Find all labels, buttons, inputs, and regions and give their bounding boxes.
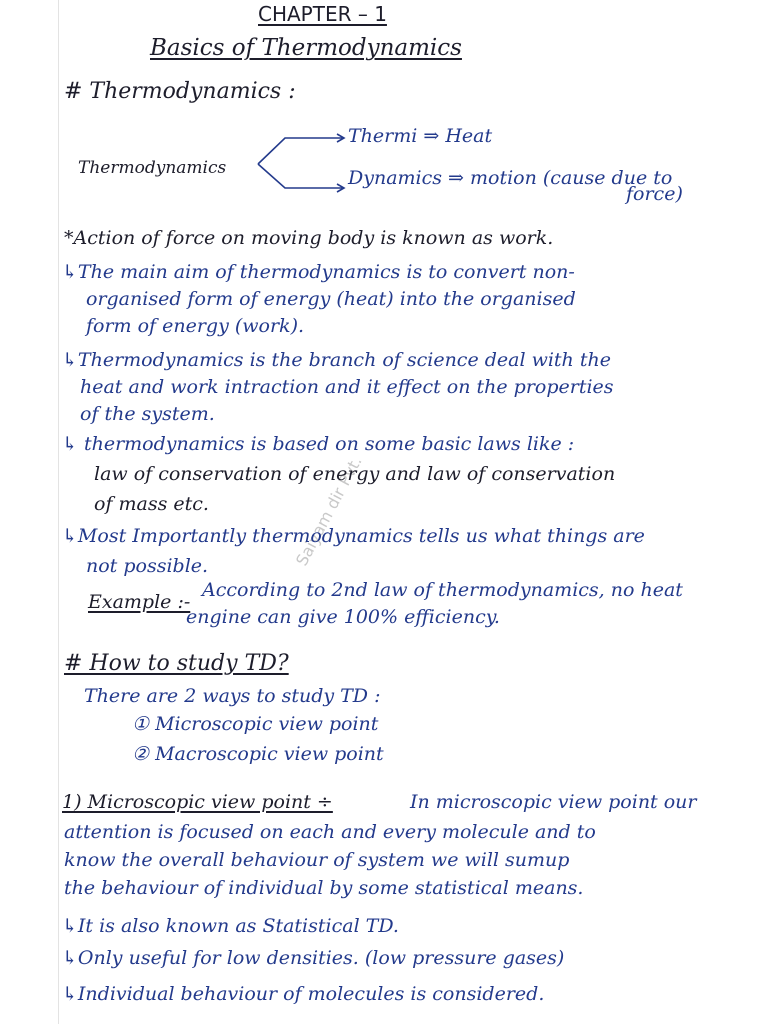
section-heading-how-to-study: # How to study TD? <box>64 651 289 676</box>
example-text: According to 2nd law of thermodynamics, no heat <box>202 579 683 601</box>
chapter-title: CHAPTER – 1 <box>258 2 387 26</box>
note-line: *Action of force on moving body is known as work. <box>64 227 554 249</box>
note-line: of the system. <box>80 403 215 425</box>
note-line: ↳ thermodynamics is based on some basic laws like : <box>62 433 575 455</box>
branch-arrow-icon <box>255 130 350 200</box>
diagram-branch-motion: Dynamics ⇒ motion (cause due to <box>348 167 673 189</box>
note-line: ↳The main aim of thermodynamics is to convert non- <box>62 261 575 283</box>
subheading-microscopic: 1) Microscopic view point ÷ <box>62 791 333 813</box>
note-line: law of conservation of energy and law of conservation <box>94 463 616 485</box>
diagram-branch-motion-cont: force) <box>626 183 683 205</box>
note-line: ↳Only useful for low densities. (low pressure gases) <box>62 947 565 969</box>
watermark: Saiyam dir Pvt. <box>292 453 366 569</box>
diagram-branch-heat: Thermi ⇒ Heat <box>348 125 493 147</box>
intro-text: There are 2 ways to study TD : <box>84 685 381 707</box>
list-item: ② Macroscopic view point <box>132 743 384 765</box>
note-line: ↳Thermodynamics is the branch of science deal with the <box>62 349 611 371</box>
note-line: form of energy (work). <box>86 315 305 337</box>
page-edge-line <box>58 0 59 1024</box>
note-line: not possible. <box>86 555 209 577</box>
example-label: Example :- <box>88 591 191 613</box>
diagram-root: Thermodynamics <box>78 158 227 178</box>
note-line: know the overall behaviour of system we will sumup <box>64 849 570 871</box>
section-heading-thermodynamics: # Thermodynamics : <box>64 79 296 104</box>
note-line: In microscopic view point our <box>410 791 697 813</box>
note-line: organised form of energy (heat) into the organised <box>86 288 576 310</box>
note-line: the behaviour of individual by some statistical means. <box>64 877 584 899</box>
note-line: ↳Individual behaviour of molecules is considered. <box>62 983 545 1005</box>
page-title: Basics of Thermodynamics <box>150 35 462 61</box>
note-line: ↳It is also known as Statistical TD. <box>62 915 399 937</box>
list-item: ① Microscopic view point <box>132 713 379 735</box>
note-line: heat and work intraction and it effect on the properties <box>80 376 614 398</box>
example-text: engine can give 100% efficiency. <box>186 606 500 628</box>
note-line: of mass etc. <box>94 493 209 515</box>
note-line: ↳Most Importantly thermodynamics tells us what things are <box>62 525 645 547</box>
note-line: attention is focused on each and every molecule and to <box>64 821 596 843</box>
